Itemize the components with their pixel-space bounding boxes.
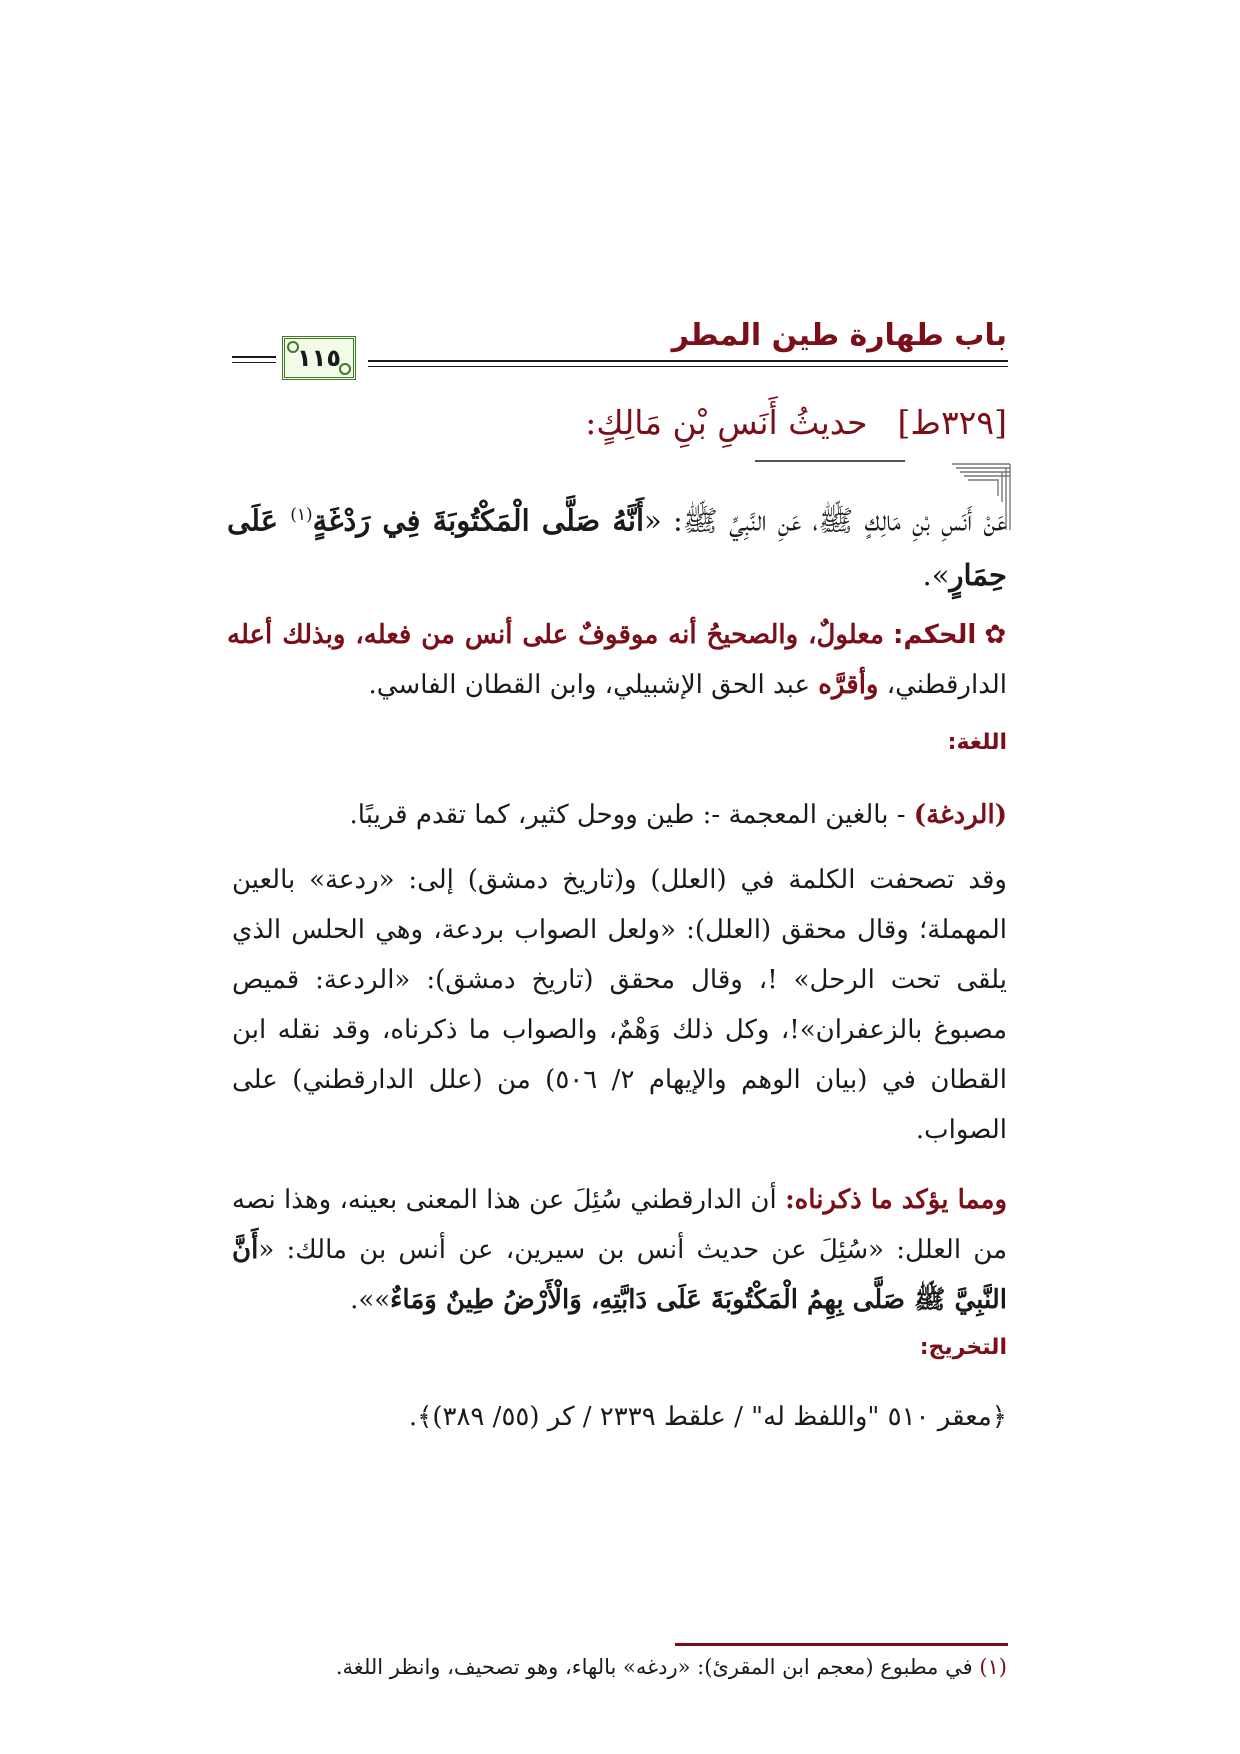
page-number-frame [282,336,356,380]
ruling-label: الحكم: [893,620,977,650]
header-rule-right-bottom [368,366,1008,367]
page-number: ١١٥ [297,344,341,372]
footnote-rule [675,1643,1008,1646]
ruling-paragraph: ✿الحكم: معلولٌ، والصحيحُ أنه موقوفٌ على أنس من فعله، وبذلك أعله الدارقطني، وأقرَّه عبد الحق الإشبيلي، وابن القطان الفاسي. [227,620,1007,700]
takhrij-text: ﴿معقر ٥١٠ "واللفظ له" / علقط ٢٣٣٩ / كر (٥٥/ ٣٨٩)﴾. [408,1402,1007,1432]
header-rule-right-top [368,360,1008,362]
hadith-text: عَنْ أَنَسِ بْنِ مَالِكٍ ﷺ، عَنِ النَّبِيِّ ﷺ: «أَنَّهُ صَلَّى الْمَكْتُوبَةَ فِي رَدْغَةٍ$^{(١)}$ عَلَى حِمَارٍ». [227,503,1008,592]
language-definition: (الردغة) - بالغين المعجمة -: طين ووحل كثير، كما تقدم قريبًا. [349,800,1007,830]
language-heading: اللغة: [947,730,1007,755]
hadith-heading [585,403,1007,442]
takhrij-heading: التخريج: [919,1335,1007,1360]
header-rule-left-bottom [232,362,276,363]
confirmation-paragraph: ومما يؤكد ما ذكرناه: أن الدارقطني سُئِلَ عن هذا المعنى بعينه، وهذا نصه من العلل: «سُئِلَ عن حديث أنس بن سيرين، عن أنس بن مالك: «أَنَّ النَّبِيَّ ﷺ صَلَّى بِهِمُ الْمَكْتُوبَةَ عَلَى دَابَّتِهِ، وَالْأَرْضُ طِينٌ وَمَاءٌ»». [232,1185,1008,1315]
flower-ornament-icon: ✿ [984,620,1007,650]
hadith-number: [٣٢٩ط] [897,403,1007,442]
heading-underline [755,460,905,462]
language-paragraph: وقد تصحفت الكلمة في (العلل) و(تاريخ دمشق) إلى: «ردعة» بالعين المهملة؛ وقال محقق (العلل): «ولعل الصواب بردعة، وهي الحلس الذي يلقى تحت الرحل» !، وقال محقق (تاريخ دمشق): «الردعة: قميص مصبوغ بالزعفران»!، وكل ذلك وَهْمٌ، والصواب ما ذكرناه، وقد نقله ابن القطان في (بيان الوهم والإيهام ٢/ ٥٠٦) من (علل الدارقطني) على الصواب. [232,865,1007,1145]
chapter-title: باب طهارة طين المطر [671,318,1007,353]
footnote: (١) في مطبوع (معجم ابن المقرئ): «ردغه» بالهاء، وهو تصحيف، وانظر اللغة. [335,1655,1007,1679]
footnote-number: (١) [979,1655,1007,1679]
header-rule-left-top [232,356,276,358]
footnote-ref-1[interactable]: (١) [290,505,313,525]
hadith-title: حديثُ أَنَسِ بْنِ مَالِكٍ: [585,403,868,442]
